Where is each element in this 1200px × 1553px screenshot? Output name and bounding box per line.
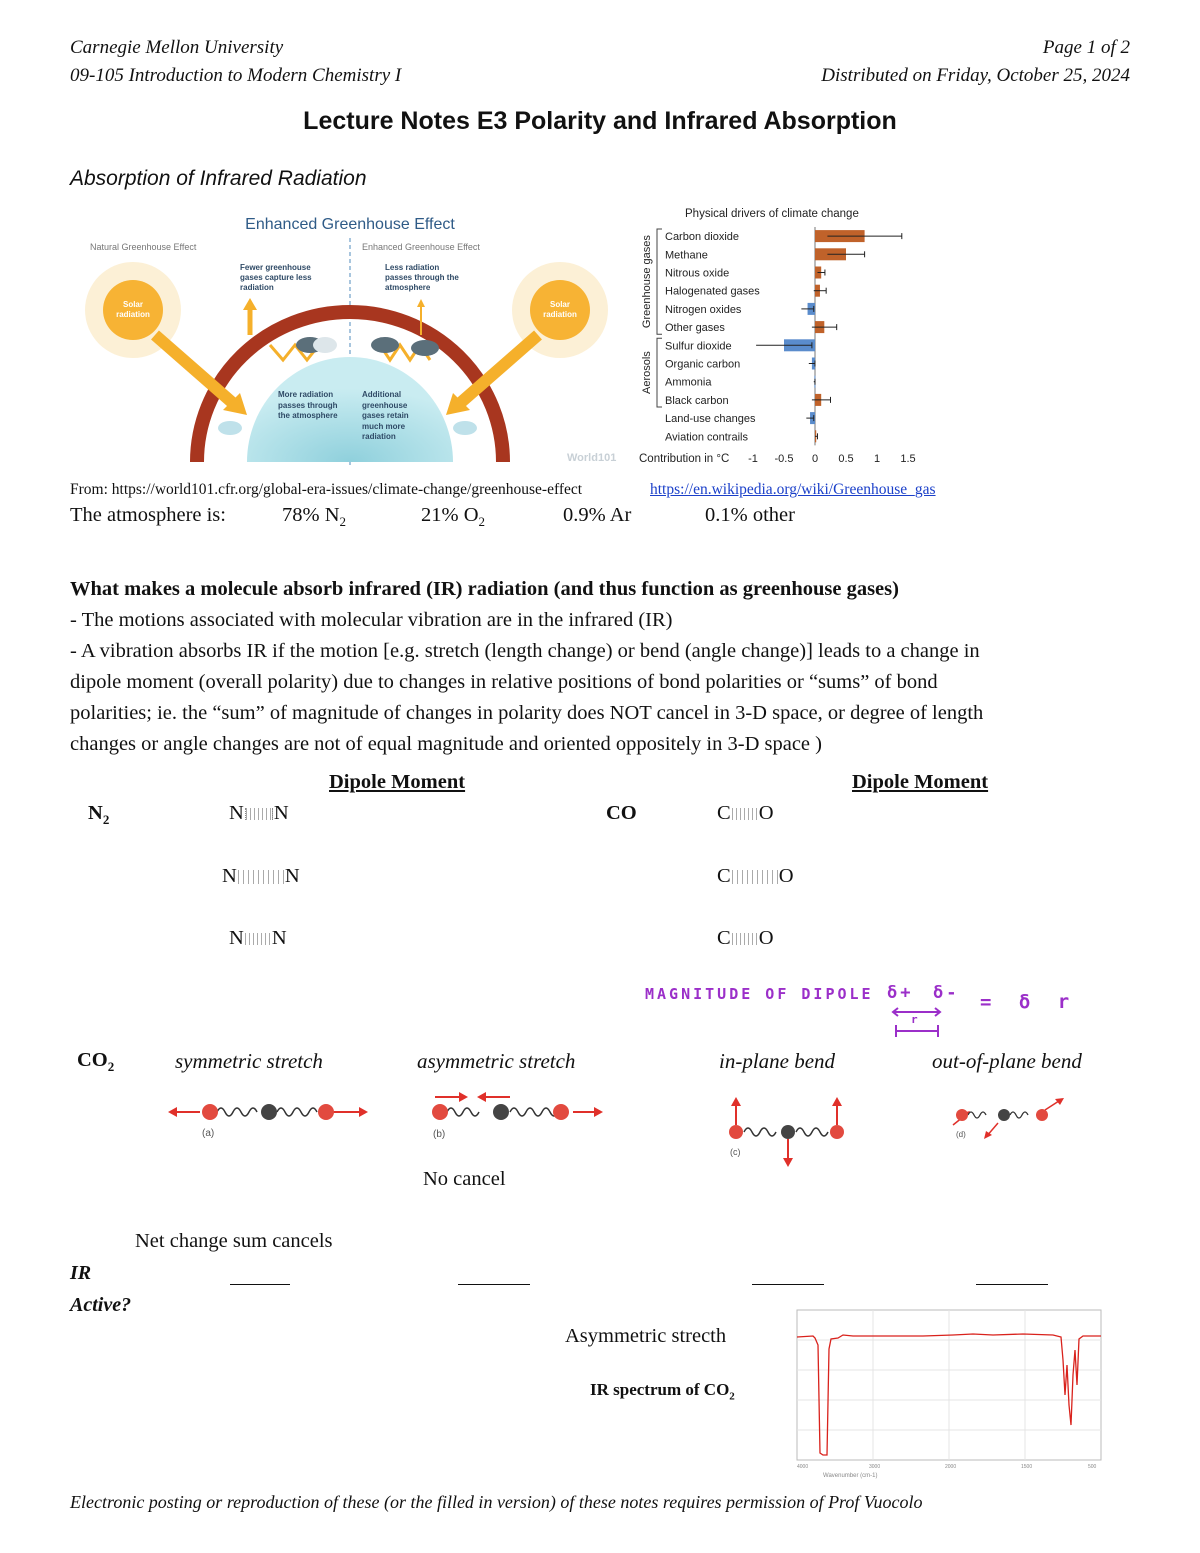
tag-a: (a) xyxy=(202,1128,215,1139)
note-additional: Additional greenhouse gases retain much more radiation xyxy=(362,390,409,441)
in-plane-bend-diagram xyxy=(722,1095,852,1170)
chart-category-label: Land-use changes xyxy=(665,413,756,426)
mode-out-of-plane: out-of-plane bend xyxy=(932,1049,1082,1073)
atmosphere-other: 0.1% other xyxy=(705,504,795,526)
n2-label: $N_2$ xyxy=(88,802,110,828)
section-heading: Absorption of Infrared Radiation xyxy=(70,167,367,190)
blank-in-plane[interactable] xyxy=(752,1284,824,1285)
climate-drivers-chart xyxy=(635,203,940,470)
chart-xtick-label: 1.5 xyxy=(900,453,916,465)
atmosphere-o2: 21% $O_2$ xyxy=(421,504,486,530)
dipole-heading-right: Dipole Moment xyxy=(852,771,989,793)
question-heading: What makes a molecule absorb infrared (IR) radiation (and thus function as greenhouse gases) xyxy=(70,578,899,600)
chart-category-label: Other gases xyxy=(665,322,725,335)
greenhouse-title: Enhanced Greenhouse Effect xyxy=(245,216,455,233)
ir-spectrum-plot xyxy=(793,1305,1105,1480)
svg-text:Solar: Solar xyxy=(549,300,571,309)
dipole-heading-left: Dipole Moment xyxy=(329,771,466,793)
point-1: - The motions associated with molecular vibration are in the infrared (IR) xyxy=(70,609,673,631)
chart-group-label: Aerosols xyxy=(641,351,653,394)
asymmetric-stretch-diagram xyxy=(425,1087,615,1142)
chart-xtick-label: 0 xyxy=(811,453,819,465)
header-course: 09-105 Introduction to Modern Chemistry I xyxy=(70,65,402,86)
chart-category-label: Nitrogen oxides xyxy=(665,303,742,316)
page-title: Lecture Notes E3 Polarity and Infrared Absorption xyxy=(303,107,897,135)
chart-group-bracket xyxy=(657,229,662,334)
co-bond-3: C O xyxy=(717,927,774,949)
greenhouse-illustration xyxy=(85,210,620,468)
svg-text:radiation: radiation xyxy=(116,310,150,319)
out-of-plane-bend-diagram xyxy=(950,1095,1070,1145)
co-label: CO xyxy=(606,802,637,824)
chart-category-label: Sulfur dioxide xyxy=(665,340,732,353)
handwritten-delta-minus: δ- xyxy=(933,983,960,1003)
natural-label: Natural Greenhouse Effect xyxy=(90,242,197,252)
header-university: Carnegie Mellon University xyxy=(70,37,284,58)
tag-d: (d) xyxy=(956,1130,966,1139)
mode-asymmetric: asymmetric stretch xyxy=(417,1049,576,1073)
svg-text:Solar: Solar xyxy=(122,300,144,309)
note-fewer: Fewer greenhouse gases capture less radiation xyxy=(240,263,312,292)
tag-b: (b) xyxy=(433,1129,446,1140)
no-cancel-note: No cancel xyxy=(423,1168,506,1190)
atmosphere-ar: 0.9% Ar xyxy=(563,504,632,526)
chart-group-bracket xyxy=(657,338,662,407)
svg-text:1500: 1500 xyxy=(1021,1464,1033,1470)
n2-bond-3: N N xyxy=(229,927,287,949)
point-5: changes or angle changes are not of equal magnitude and oriented oppositely in 3-D space ) xyxy=(70,733,822,755)
active-label: Active? xyxy=(70,1294,132,1316)
svg-text:radiation: radiation xyxy=(543,310,577,319)
handwritten-delta-plus: δ+ xyxy=(887,983,914,1003)
atmosphere-label: The atmosphere is: xyxy=(70,504,226,526)
co2-label: $CO_2$ xyxy=(77,1049,115,1075)
handwritten-magnitude: MAGNITUDE OF DIPOLE xyxy=(645,985,874,1003)
note-more: More radiation passes through the atmosphere xyxy=(278,390,338,420)
source-from: From: https://world101.cfr.org/global-era-issues/climate-change/greenhouse-effect xyxy=(70,481,583,498)
spectrum-title: IR spectrum of $CO_2$ xyxy=(590,1380,735,1403)
chart-group-label: Greenhouse gases xyxy=(641,235,653,329)
point-2: - A vibration absorbs IR if the motion [e.g. stretch (length change) or bend (angle change)] leads to a change in xyxy=(70,640,980,662)
svg-text:Wavenumber (cm-1): Wavenumber (cm-1) xyxy=(823,1473,878,1479)
chart-xtick-label: 0.5 xyxy=(838,453,854,465)
chart-category-label: Organic carbon xyxy=(665,358,741,371)
chart-category-label: Carbon dioxide xyxy=(665,231,739,244)
co-bond-1: C O xyxy=(717,802,774,824)
point-3: dipole moment (overall polarity) due to changes in relative positions of bond polarities or “sums” of bond xyxy=(70,671,938,693)
handwritten-r: r xyxy=(911,1013,921,1026)
source-wiki-link[interactable]: https://en.wikipedia.org/wiki/Greenhouse_gas xyxy=(650,481,936,498)
header-date: Distributed on Friday, October 25, 2024 xyxy=(821,65,1130,86)
footer-note: Electronic posting or reproduction of these (or the filled in version) of these notes requires permission of Prof Vuocolo xyxy=(70,1492,923,1512)
chart-xtick-label: -1 xyxy=(748,453,758,465)
chart-xtick-label: 1 xyxy=(873,453,881,465)
chart-xtick-label: -0.5 xyxy=(774,453,794,465)
tag-c: (c) xyxy=(730,1147,741,1157)
chart-category-label: Aviation contrails xyxy=(665,431,748,444)
world101-logo: World101 xyxy=(567,452,617,464)
header-page: Page 1 of 2 xyxy=(1042,37,1130,58)
co-bond-2: C O xyxy=(717,865,794,887)
chart-category-label: Nitrous oxide xyxy=(665,267,730,280)
note-less: Less radiation passes through the atmosphere xyxy=(385,263,459,292)
svg-text:500: 500 xyxy=(1088,1464,1097,1470)
handwritten-equals: = δ r xyxy=(980,991,1078,1013)
chart-title: Physical drivers of climate change xyxy=(685,208,859,220)
chart-category-label: Methane xyxy=(665,249,708,262)
chart-xlabel: Contribution in °C xyxy=(639,453,730,465)
blank-symmetric[interactable] xyxy=(230,1284,290,1285)
svg-text:2000: 2000 xyxy=(945,1464,957,1470)
symmetric-stretch-diagram xyxy=(165,1092,375,1142)
blank-out-of-plane[interactable] xyxy=(976,1284,1048,1285)
chart-category-label: Ammonia xyxy=(665,376,712,389)
n2-bond-1: N N xyxy=(229,802,289,824)
point-4: polarities; ie. the “sum” of magnitude of changes in polarity does NOT cancel in 3-D space, or degree of length xyxy=(70,702,984,724)
n2-bond-2: N N xyxy=(222,865,300,887)
atmosphere-n2: 78% $N_2$ xyxy=(282,504,347,530)
ir-label: IR xyxy=(70,1262,92,1284)
svg-text:4000: 4000 xyxy=(797,1464,809,1470)
enhanced-label: Enhanced Greenhouse Effect xyxy=(362,242,480,252)
mode-in-plane: in-plane bend xyxy=(719,1049,836,1073)
chart-category-label: Black carbon xyxy=(665,394,729,407)
asymmetric-spectrum-note: Asymmetric strecth xyxy=(565,1325,727,1347)
mode-symmetric: symmetric stretch xyxy=(175,1049,323,1073)
blank-asymmetric[interactable] xyxy=(458,1284,530,1285)
svg-text:3000: 3000 xyxy=(869,1464,881,1470)
net-change-note: Net change sum cancels xyxy=(135,1230,333,1252)
chart-category-label: Halogenated gases xyxy=(665,285,760,298)
